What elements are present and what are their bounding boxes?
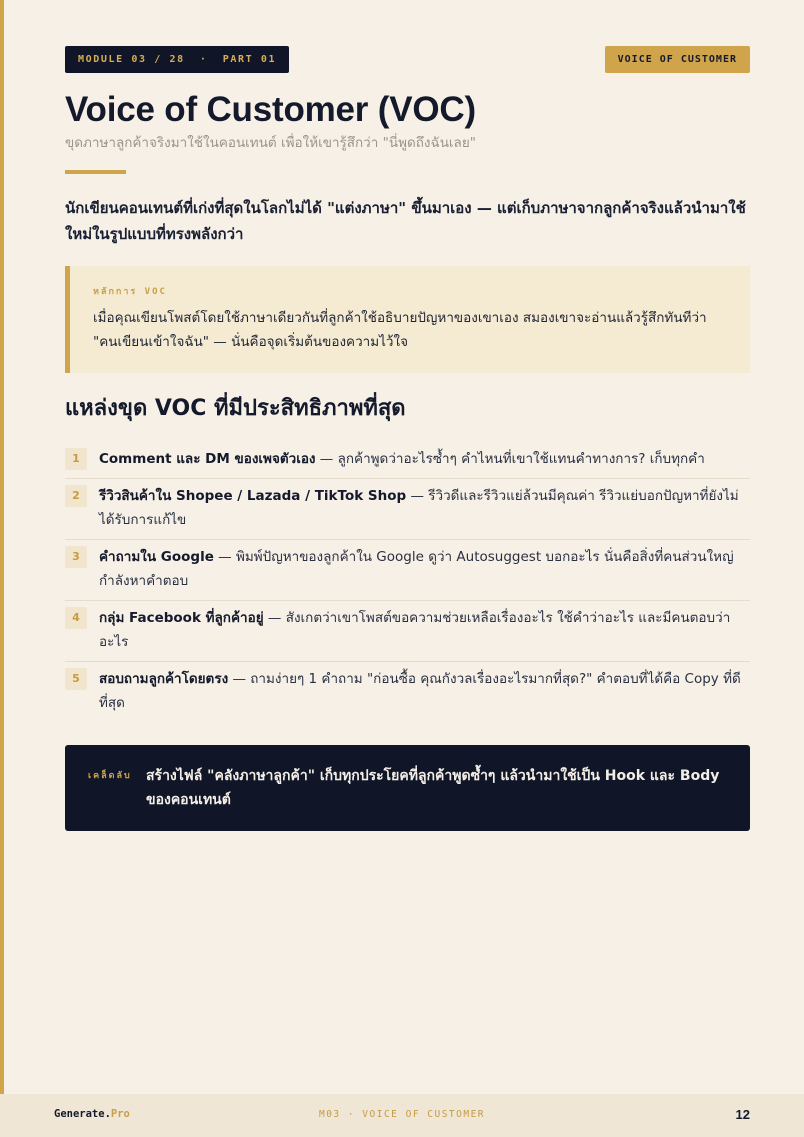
item-description: — สังเกตว่าเขาโพสต์ขอความช่วยเหลือเรื่องอะไร ใช้คำว่าอะไร และมีคนตอบว่าอะไร: [99, 610, 731, 651]
item-name: สอบถามลูกค้าโดยตรง: [99, 671, 229, 688]
secret-tip-box: [65, 745, 750, 831]
principle-callout: [65, 266, 750, 373]
page-number: 12: [735, 1107, 750, 1122]
brand-main: Generate.: [54, 1108, 111, 1120]
item-name: กลุ่ม Facebook ที่ลูกค้าอยู่: [99, 610, 264, 627]
list-item: [65, 442, 750, 479]
item-number: 2: [65, 485, 87, 507]
brand-accent: Pro: [110, 1108, 130, 1120]
item-description: — รีวิวดีและรีวิวแย่ล้วนมีคุณค่า รีวิวแย่บอกปัญหาที่ยังไม่ได้รับการแก้ไข: [99, 488, 739, 529]
header-row: [65, 46, 750, 73]
item-number: 3: [65, 546, 87, 568]
secret-text: สร้างไฟล์ "คลังภาษาลูกค้า" เก็บทุกประโยคที่ลูกค้าพูดซ้ำๆ แล้วนำมาใช้เป็น Hook และ Body ของคอนเทนต์: [146, 768, 720, 809]
principle-text: เมื่อคุณเขียนโพสต์โดยใช้ภาษาเดียวกันที่ลูกค้าใช้อธิบายปัญหาของเขาเอง สมองเขาจะอ่านแล้วรู้สึกทันทีว่า "คนเขียนเข้าใจฉัน" — นั่นคือจุดเริ่มต้นของความไว้ใจ: [93, 310, 707, 350]
title-divider: [65, 170, 126, 174]
page-footer: [0, 1094, 804, 1137]
principle-label: หลักการ VOC: [93, 287, 167, 297]
secret-label: เคล็ดลับ: [88, 771, 132, 782]
item-description: — พิมพ์ปัญหาของลูกค้าใน Google ดูว่า Autosuggest บอกอะไร นั่นคือสิ่งที่คนส่วนใหญ่กำลังหาคำตอบ: [99, 549, 734, 590]
sources-section-title: แหล่งขุด VOC ที่มีประสิทธิภาพที่สุด: [65, 396, 406, 421]
list-item: [65, 479, 750, 540]
item-description: — ลูกค้าพูดว่าอะไรซ้ำๆ คำไหนที่เขาใช้แทนคำทางการ? เก็บทุกคำ: [315, 451, 705, 468]
item-description: — ถามง่ายๆ 1 คำถาม "ก่อนซื้อ คุณกังวลเรื่องอะไรมากที่สุด?" คำตอบที่ได้คือ Copy ที่ดีที่สุด: [99, 671, 741, 712]
item-text: [99, 447, 705, 471]
item-number: 1: [65, 448, 87, 470]
page-content: [65, 46, 750, 831]
topic-badge: VOICE OF CUSTOMER: [605, 46, 750, 73]
item-text: [99, 606, 750, 654]
sources-list: [65, 442, 750, 722]
item-text: [99, 667, 750, 715]
list-item: [65, 662, 750, 722]
left-accent-bar: [0, 0, 4, 1094]
lead-paragraph: นักเขียนคอนเทนต์ที่เก่งที่สุดในโลกไม่ได้ "แต่งภาษา" ขึ้นมาเอง — แต่เก็บภาษาจากลูกค้าจริงแล้วนำมาใช้ใหม่ในรูปแบบที่ทรงพลังกว่า: [65, 199, 746, 243]
item-number: 4: [65, 607, 87, 629]
item-text: [99, 545, 750, 593]
item-name: คำถามใน Google: [99, 549, 214, 566]
page-subtitle: ขุดภาษาลูกค้าจริงมาใช้ในคอนเทนต์ เพื่อให้เขารู้สึกว่า "นี่พูดถึงฉันเลย": [65, 135, 476, 151]
item-name: Comment และ DM ของเพจตัวเอง: [99, 451, 316, 468]
list-item: [65, 540, 750, 601]
page-title: Voice of Customer (VOC): [65, 90, 476, 129]
module-tag: MODULE 03 / 28 · PART 01: [65, 46, 289, 73]
item-name: รีวิวสินค้าใน Shopee / Lazada / TikTok Shop: [99, 488, 407, 505]
item-text: [99, 484, 750, 532]
footer-section-label: M03 · VOICE OF CUSTOMER: [318, 1109, 486, 1120]
list-item: [65, 601, 750, 662]
item-number: 5: [65, 668, 87, 690]
